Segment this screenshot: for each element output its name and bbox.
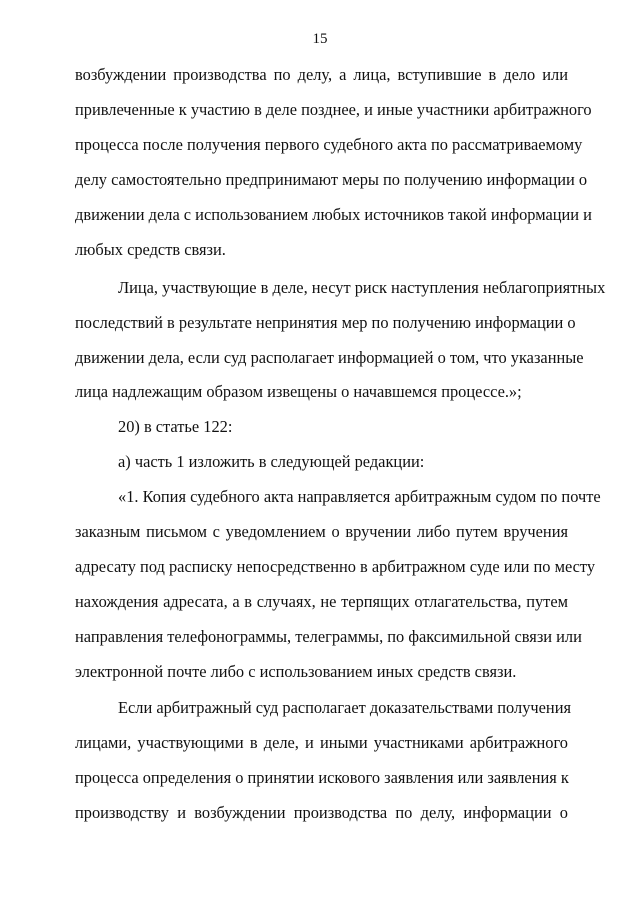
text-line: последствий в результате непринятия мер по получению информации о — [75, 313, 576, 332]
text-line: а) часть 1 изложить в следующей редакции: — [118, 452, 425, 471]
text-line: электронной почте либо с использованием иных средств связи. — [75, 662, 517, 681]
text-line: делу самостоятельно предпринимают меры по получению информации о — [75, 170, 588, 189]
text-line: лицами, участвующими в деле, и иными участниками арбитражного — [75, 733, 568, 752]
text-line: движении дела, если суд располагает информацией о том, что указанные — [75, 348, 584, 367]
page-number: 15 — [312, 31, 328, 47]
text-line: возбуждении производства по делу, а лица, вступившие в дело или — [75, 65, 568, 84]
text-line: любых средств связи. — [75, 240, 226, 259]
text-line: заказным письмом с уведомлением о вручении либо путем вручения — [75, 522, 568, 541]
text-line: «1. Копия судебного акта направляется арбитражным судом по почте — [118, 487, 601, 506]
text-line: движении дела с использованием любых источников такой информации и — [75, 205, 592, 224]
text-line: лица надлежащим образом извещены о начавшемся процессе.»; — [75, 382, 522, 401]
text-line: привлеченные к участию в деле позднее, и иные участники арбитражного — [75, 100, 592, 119]
text-line: процесса после получения первого судебного акта по рассматриваемому — [75, 135, 583, 154]
text-line: нахождения адресата, а в случаях, не терпящих отлагательства, путем — [75, 592, 568, 611]
text-line: процесса определения о принятии искового заявления или заявления к — [75, 768, 569, 787]
text-line: 20) в статье 122: — [118, 417, 233, 436]
text-line: Если арбитражный суд располагает доказательствами получения — [118, 698, 572, 717]
text-line: направления телефонограммы, телеграммы, по факсимильной связи или — [75, 627, 582, 646]
text-line: производству и возбуждении производства по делу, информации о — [75, 803, 568, 822]
text-line: адресату под расписку непосредственно в арбитражном суде или по месту — [75, 557, 596, 576]
text-line: Лица, участвующие в деле, несут риск наступления неблагоприятных — [118, 278, 606, 297]
